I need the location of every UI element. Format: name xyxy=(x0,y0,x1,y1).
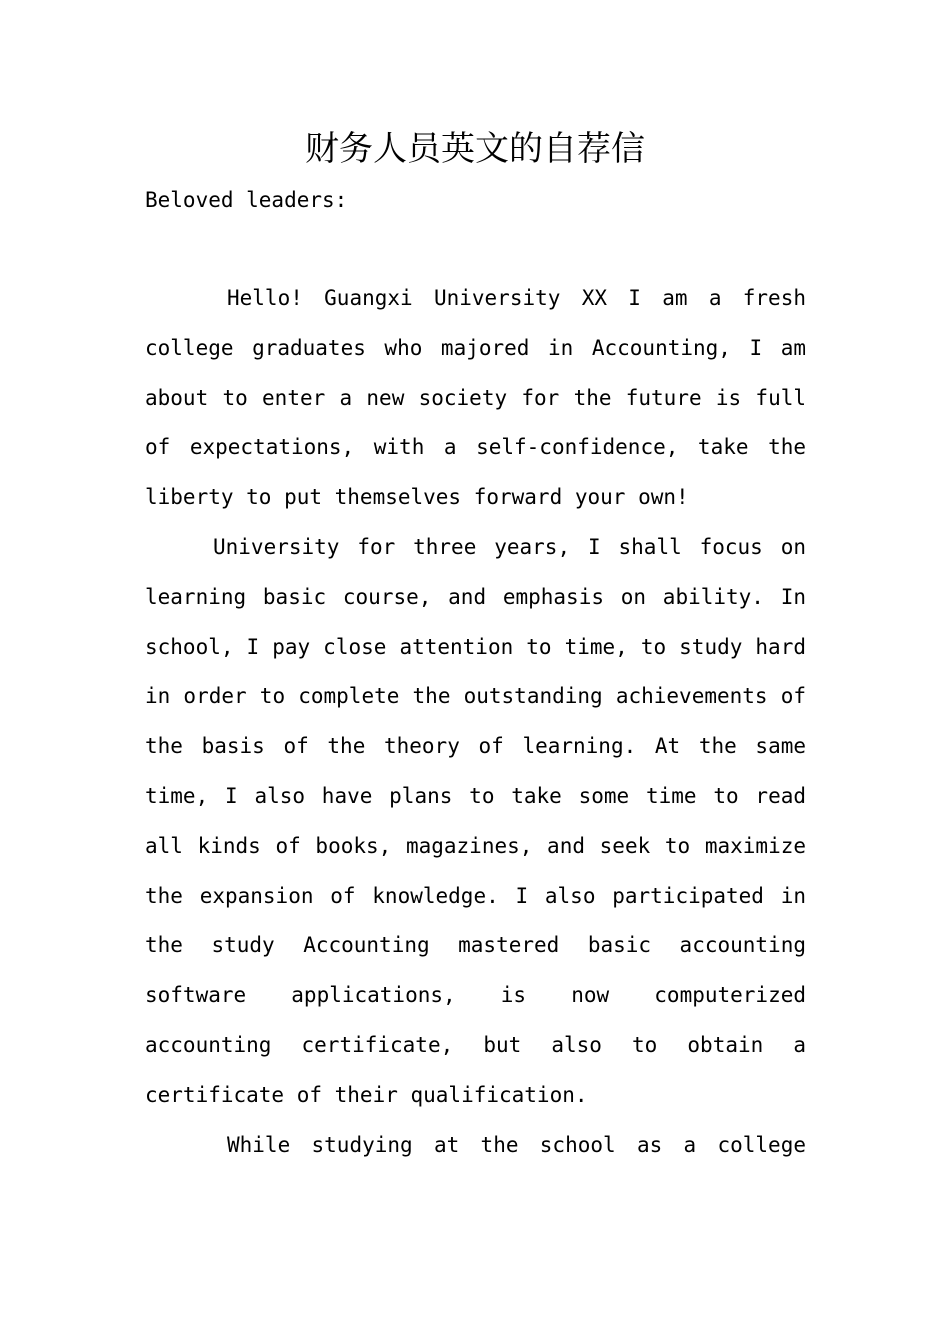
paragraph-school-activities: While studying at the school as a college xyxy=(227,1132,806,1157)
paragraph-introduction: Hello! Guangxi University XX I am a fresh college graduates who majored in Accounting, I am about to enter a new society for the future is full of expectations, with a self-confidence, take the liberty to put themselves forward your own! xyxy=(145,286,806,510)
letter-body xyxy=(145,274,806,1170)
salutation: Beloved leaders: xyxy=(145,188,348,212)
document-title: 财务人员英文的自荐信 xyxy=(305,129,645,169)
paragraph-university-study: University for three years, I shall focus on learning basic course, and emphasis on ability. In school, I pay close attention to time, to study hard in order to complete the outstanding achievements of the basis of the theory of learning. At the same time, I also have plans to take some time to read all kinds of books, magazines, and seek to maximize the expansion of knowledge. I also participated in the study Accounting mastered basic accounting software applications, is now computerized accounting certificate, but also to obtain a certificate of their qualification. xyxy=(145,534,806,1107)
